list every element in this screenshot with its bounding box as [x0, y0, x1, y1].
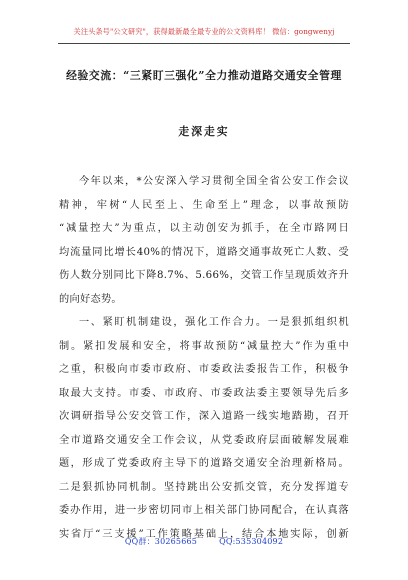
body-line: 精神，牢树“人民至上、生命至上”理念，以事故预防 — [59, 199, 349, 211]
body-line: 今年以来，*公安深入学习贯彻全国全省公安工作会议 — [79, 176, 349, 187]
body-line: 取最大支持。市委、市政府、市委政法委主要领导先后多 — [59, 387, 349, 399]
document-title: 经验交流：“三紧盯三强化”全力推动道路交通安全管理 — [66, 69, 342, 82]
body-line: 伤人数分别同比下降8.7%、5.66%，交管工作呈现质效齐升 — [59, 270, 349, 281]
body-line: 题，形成了党委政府主导下的道路交通安全治理新格局。 — [59, 458, 349, 469]
body-line: 二是狠抓协同机制。坚持跳出公安抓交管，充分发挥道专 — [59, 481, 349, 493]
body-line: 之重，积极向市委市政府、市委政法委报告工作，积极争 — [59, 364, 349, 375]
body-line: 委办作用，进一步密切同市上相关部门协同配合，在认真落 — [59, 505, 349, 516]
document-body — [59, 170, 349, 546]
body-line: 全市道路交通安全工作会议，从党委政府层面破解发展难 — [59, 434, 349, 446]
body-line: 制。紧扣发展和安全，将事故预防“减量控大”作为重中 — [59, 340, 349, 352]
body-line: 均流量同比增长40%的情况下，道路交通事故死亡人数、受 — [59, 246, 349, 258]
body-line: 次调研指导公安交管工作，深入道路一线实地踏勘，召开 — [59, 411, 349, 422]
body-line: “减量控大”为重点，以主动创安为抓手，在全市路网日 — [59, 223, 349, 234]
footer-qq-group: QQ群：30265665 — [124, 537, 198, 546]
footer-contact — [0, 536, 408, 547]
footer-qq: QQ:535304092 — [219, 537, 284, 546]
document-subtitle: 走深走实 — [178, 125, 230, 138]
body-line: 实省厅“三支援”工作策略基础上，结合本地实际，创新 — [59, 528, 349, 540]
header-banner: 关注头条号"公文研究"，获得最新最全最专业的公文资料库！ 微信：gongwenyj — [73, 27, 335, 36]
body-line: 一、紧盯机制建设，强化工作合力。一是狠抓组织机 — [79, 317, 349, 328]
body-line: 的向好态势。 — [59, 293, 122, 305]
header-divider — [58, 43, 350, 44]
